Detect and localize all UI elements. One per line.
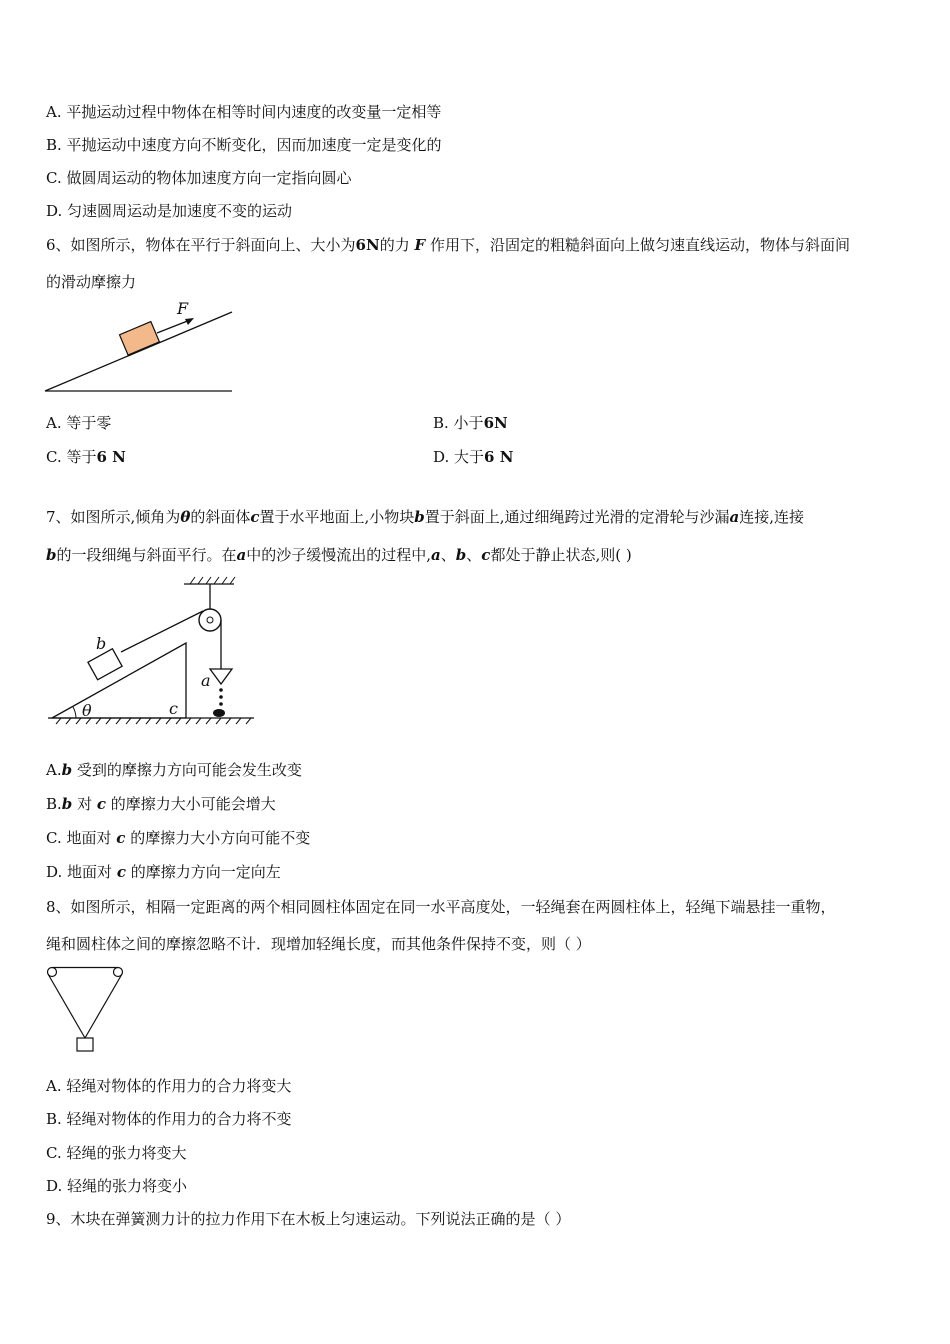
q5-option-b: B. 平抛运动中速度方向不断变化，因而加速度一定是变化的 bbox=[46, 136, 442, 154]
q6-incline-figure bbox=[40, 296, 240, 396]
q6-slope-line bbox=[45, 312, 232, 391]
q5-option-d: D. 匀速圆周运动是加速度不变的运动 bbox=[46, 202, 293, 220]
q7-block bbox=[88, 649, 122, 680]
q6-option-b: B. 小于6N bbox=[433, 414, 508, 432]
q5-option-c: C. 做圆周运动的物体加速度方向一定指向圆心 bbox=[46, 169, 352, 187]
q7-sand-pile bbox=[213, 709, 225, 717]
q7-option-d: D. 地面对 c 的摩擦力方向一定向左 bbox=[46, 863, 281, 881]
q8-weight bbox=[77, 1038, 93, 1051]
q7-label-c: c bbox=[169, 699, 178, 718]
q7-label-a: a bbox=[201, 671, 211, 690]
q7-label-theta: θ bbox=[82, 701, 92, 720]
q7-option-b: B.b 对 c 的摩擦力大小可能会增大 bbox=[46, 795, 276, 813]
q7-stem-line2: b的一段细绳与斜面平行。在a中的沙子缓慢流出的过程中,a、b、c都处于静止状态,则( ) bbox=[46, 546, 632, 564]
q7-label-b: b bbox=[96, 634, 107, 653]
q5-option-a: A. 平抛运动过程中物体在相等时间内速度的改变量一定相等 bbox=[46, 103, 442, 121]
q8-option-a: A. 轻绳对物体的作用力的合力将变大 bbox=[46, 1077, 292, 1095]
q8-stem-line1: 8、如图所示，相隔一定距离的两个相同圆柱体固定在同一水平高度处，一轻绳套在两圆柱体上，轻绳下端悬挂一重物， bbox=[46, 898, 836, 916]
q8-option-b: B. 轻绳对物体的作用力的合力将不变 bbox=[46, 1110, 292, 1128]
q6-force-arrow bbox=[157, 320, 190, 333]
q7-incline bbox=[52, 643, 186, 718]
q6-option-c: C. 等于6 N bbox=[46, 448, 126, 466]
q7-option-a: A.b 受到的摩擦力方向可能会发生改变 bbox=[46, 761, 302, 779]
q6-stem-line1: 6、如图所示，物体在平行于斜面向上、大小为6N的力 F 作用下，沿固定的粗糙斜面向上做匀速直线运动，物体与斜面间 bbox=[46, 236, 850, 254]
q6-option-d: D. 大于6 N bbox=[433, 448, 514, 466]
q6-stem-line2: 的滑动摩擦力 bbox=[46, 273, 137, 291]
q6-option-a: A. 等于零 bbox=[46, 414, 112, 432]
q8-option-d: D. 轻绳的张力将变小 bbox=[46, 1177, 188, 1195]
q6-figure-label-f: F bbox=[177, 299, 189, 318]
q9-stem: 9、木块在弹簧测力计的拉力作用下在木板上匀速运动。下列说法正确的是（ ） bbox=[46, 1210, 571, 1228]
q7-sand-funnel bbox=[210, 669, 232, 684]
q6-block bbox=[120, 322, 160, 355]
q7-stem-line1: 7、如图所示,倾角为θ的斜面体c置于水平地面上,小物块b置于斜面上,通过细绳跨过光滑的定滑轮与沙漏a连接,连接 bbox=[46, 508, 805, 526]
q8-stem-line2: 绳和圆柱体之间的摩擦忽略不计．现增加轻绳长度，而其他条件保持不变，则（ ） bbox=[46, 935, 591, 953]
q8-option-c: C. 轻绳的张力将变大 bbox=[46, 1144, 187, 1162]
q7-option-c: C. 地面对 c 的摩擦力大小方向可能不变 bbox=[46, 829, 311, 847]
q8-rope-figure bbox=[40, 962, 140, 1054]
q7-pulley-figure bbox=[44, 574, 264, 724]
